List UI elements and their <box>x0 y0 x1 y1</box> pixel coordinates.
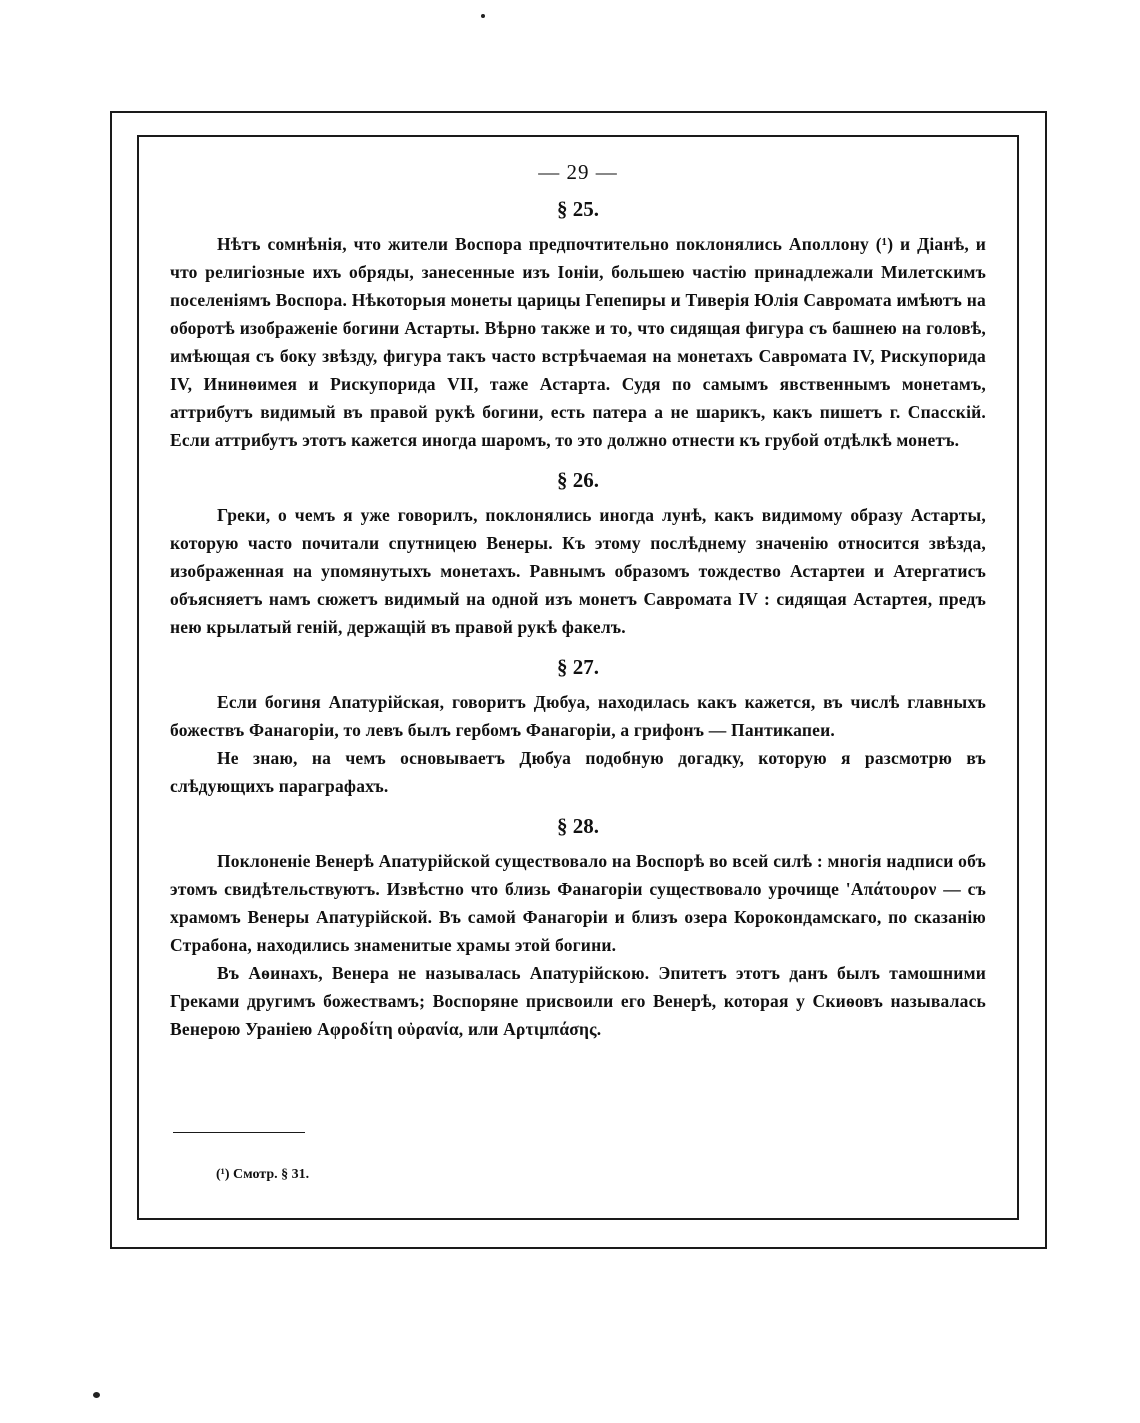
footnote: (¹) Смотр. § 31. <box>216 1167 310 1182</box>
paragraph: Греки, о чемъ я уже говорилъ, поклонялись иногда лунѣ, какъ видимому образу Астарты, которую часто почитали спутницею Венеры. Къ этому послѣднему значенію относится звѣзда, изображенная на упомянутыхъ монетахъ. Равнымъ образомъ тождество Астартеи и Атергатисъ объясняетъ намъ сюжетъ видимый на одной изъ монетъ Савромата IV : сидящая Астартея, предъ нею крылатый геній, держащій въ правой рукѣ факелъ. <box>170 505 986 637</box>
paragraph: Въ Аѳинахъ, Венера не называлась Апатурійскою. Эпитетъ этотъ данъ былъ тамошними Греками другимъ божествамъ; Воспоряне присвоили его Венерѣ, которая у Скиѳовъ называлась Венерою Ураніею Αφροδίτη οὐρανία, или Αρτιμπάσης. <box>170 963 986 1039</box>
section-heading: § 28. <box>557 814 599 838</box>
paragraph: Поклоненіе Венерѣ Апатурійской существовало на Воспорѣ во всей силѣ : многія надписи объ этомъ свидѣтельствуютъ. Извѣстно что близь Фанагоріи существовало урочище 'Απάτουρον — съ храмомъ Венеры Апатурійской. Въ самой Фанагоріи и близъ озера Корокондамскаго, по сказанію Страбона, находились знаменитые храмы этой богини. <box>170 851 986 955</box>
section-heading: § 27. <box>557 655 599 679</box>
section-28 <box>170 814 986 1043</box>
section-25 <box>170 197 986 454</box>
paragraph: Нѣтъ сомнѣнія, что жители Воспора предпочтительно поклонялись Аполлону (¹) и Діанѣ, и что религіозные ихъ обряды, занесенные изъ Іоніи, большею частію принадлежали Милетскимъ поселеніямъ Воспора. Нѣкоторыя монеты царицы Гепепиры и Тиверія Юлія Савромата имѣютъ на оборотѣ изображеніе богини Астарты. Вѣрно также и то, что сидящая фигура съ башнею на головѣ, имѣющая съ боку звѣзду, фигура такъ часто встрѣчаемая на монетахъ Савромата IV, Рискупорида IV, Ининѳимея и Рискупорида VII, таже Астарта. Судя по самымъ явственнымъ монетамъ, аттрибутъ видимый въ правой рукѣ богини, есть патера а не шарикъ, какъ пишетъ г. Спасскій. Если аттрибутъ этотъ кажется иногда шаромъ, то это должно отнести къ грубой отдѣлкѣ монетъ. <box>170 234 986 450</box>
print-speck <box>481 14 485 18</box>
section-heading: § 25. <box>557 197 599 221</box>
page-content <box>170 160 986 1057</box>
footnote-rule <box>173 1132 305 1133</box>
section-heading: § 26. <box>557 468 599 492</box>
section-27 <box>170 655 986 800</box>
paragraph: Не знаю, на чемъ основываетъ Дюбуа подобную догадку, которую я разсмотрю въ слѣдующихъ параграфахъ. <box>170 748 986 796</box>
section-26 <box>170 468 986 641</box>
print-speck <box>93 1392 100 1398</box>
page-number: — 29 — <box>538 160 618 184</box>
paragraph: Если богиня Апатурійская, говоритъ Дюбуа, находилась какъ кажется, въ числѣ главныхъ божествъ Фанагоріи, то левъ былъ гербомъ Фанагоріи, а грифонъ — Пантикапеи. <box>170 692 986 740</box>
